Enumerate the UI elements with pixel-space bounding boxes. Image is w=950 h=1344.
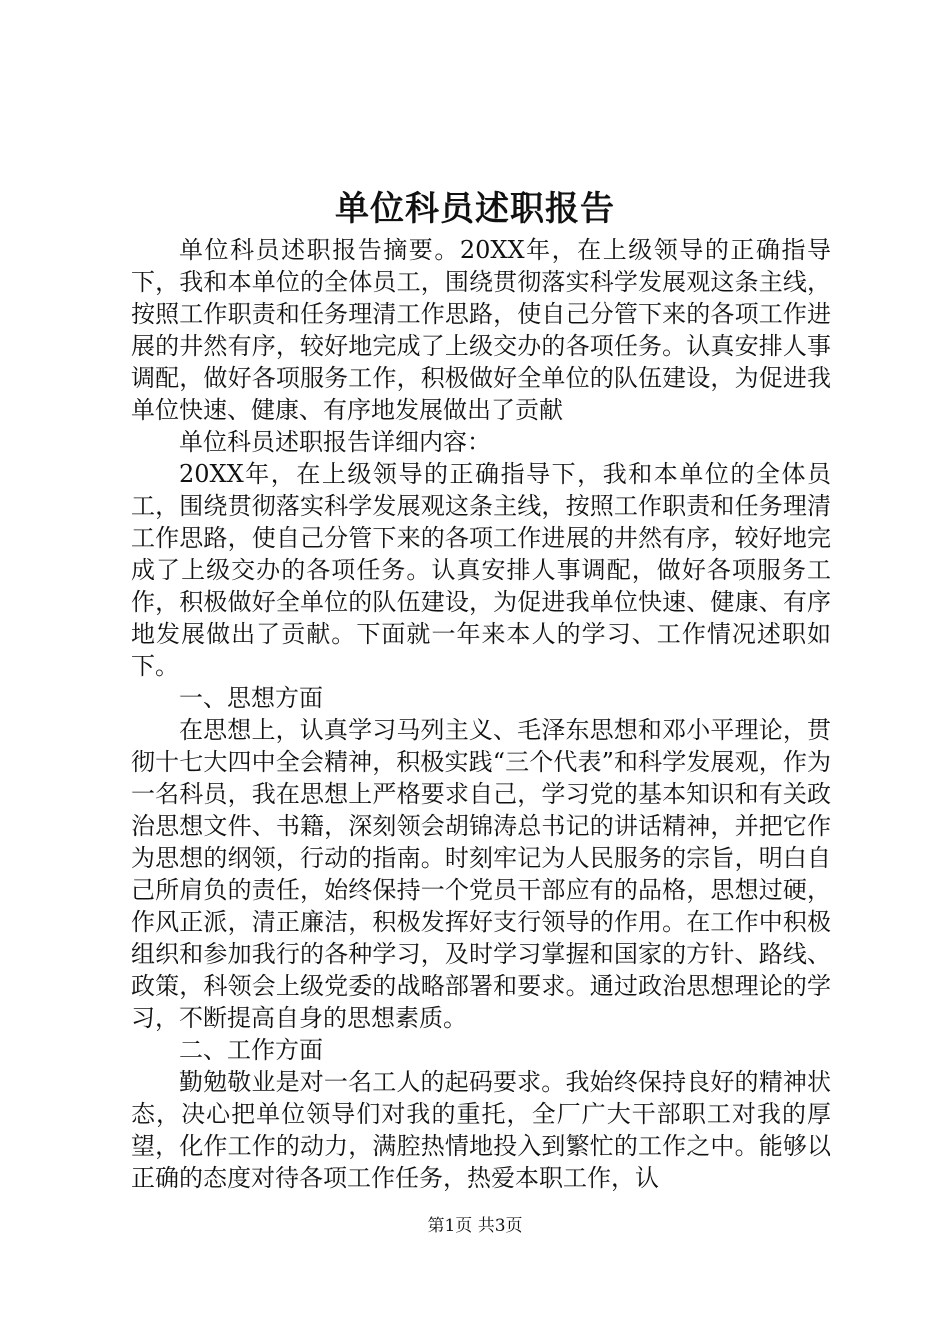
paragraph-summary: 单位科员述职报告摘要。20XX年，在上级领导的正确指导下，我和本单位的全体员工，围绕贯彻落实科学发展观这条主线，按照工作职责和任务理清工作思路，使自己分管下来的各项工作进展的井然有序，较好地完成了上级交办的各项任务。认真安排人事调配，做好各项服务工作，积极做好全单位的队伍建设，为促进我单位快速、健康、有序地发展做出了贡献 [131, 236, 831, 424]
paragraph-details-heading: 单位科员述职报告详细内容： [179, 428, 491, 456]
document-body [131, 234, 831, 1194]
document-title: 单位科员述职报告 [335, 189, 615, 229]
page-footer: 第1页 共3页 [427, 1216, 523, 1236]
section-heading-thought: 一、思想方面 [179, 684, 323, 712]
section-heading-work: 二、工作方面 [179, 1036, 323, 1064]
paragraph-work: 勤勉敬业是对一名工人的起码要求。我始终保持良好的精神状态，决心把单位领导们对我的重托，全厂广大干部职工对我的厚望，化作工作的动力，满腔热情地投入到繁忙的工作之中。能够以正确的态度对待各项工作任务，热爱本职工作，认 [131, 1068, 831, 1192]
paragraph-intro: 20XX年，在上级领导的正确指导下，我和本单位的全体员工，围绕贯彻落实科学发展观这条主线，按照工作职责和任务理清工作思路，使自己分管下来的各项工作进展的井然有序，较好地完成了上级交办的各项任务。认真安排人事调配，做好各项服务工作，积极做好全单位的队伍建设，为促进我单位快速、健康、有序地发展做出了贡献。下面就一年来本人的学习、工作情况述职如下。 [131, 460, 831, 680]
paragraph-thought: 在思想上，认真学习马列主义、毛泽东思想和邓小平理论，贯彻十七大四中全会精神，积极实践“三个代表”和科学发展观，作为一名科员，我在思想上严格要求自己，学习党的基本知识和有关政治思想文件、书籍，深刻领会胡锦涛总书记的讲话精神，并把它作为思想的纲领，行动的指南。时刻牢记为人民服务的宗旨，明白自己所肩负的责任，始终保持一个党员干部应有的品格，思想过硬，作风正派，清正廉洁，积极发挥好支行领导的作用。在工作中积极组织和参加我行的各种学习，及时学习掌握和国家的方针、路线、政策，科领会上级党委的战略部署和要求。通过政治思想理论的学习，不断提高自身的思想素质。 [131, 716, 831, 1032]
